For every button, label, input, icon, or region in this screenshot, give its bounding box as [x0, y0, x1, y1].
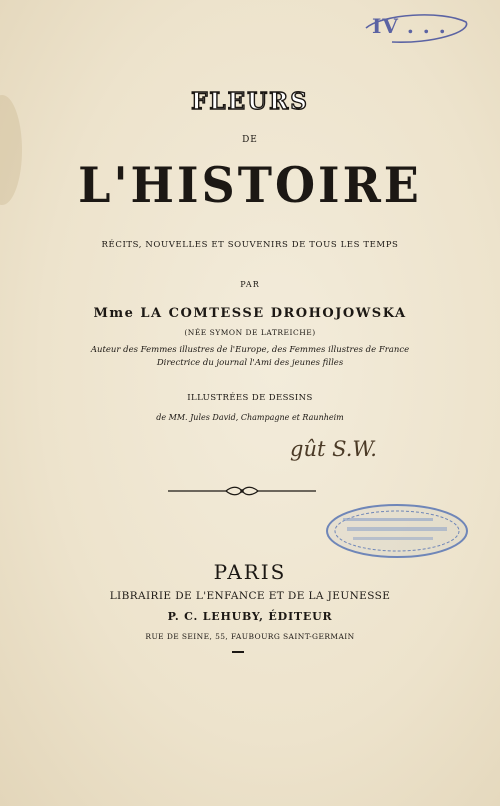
ornament-rule-icon	[168, 486, 316, 496]
library-stamp-icon	[323, 500, 471, 562]
shelfmark-text: IV . . .	[372, 14, 447, 38]
closing-rule	[232, 651, 244, 653]
author-maiden-name: (NÉE SYMON DE LATREICHE)	[184, 328, 316, 337]
place-of-publication: PARIS	[213, 560, 287, 584]
shelfmark-annotation	[362, 8, 472, 48]
subtitle: RÉCITS, NOUVELLES ET SOUVENIRS DE TOUS LES TEMPS	[101, 240, 399, 250]
illustrators: de MM. Jules David, Champagne et Raunheim	[156, 413, 344, 422]
publisher-line-2: P. C. LEHUBY, ÉDITEUR	[167, 610, 333, 623]
author-credit-1: Auteur des Femmes illustres de l'Europe, des Femmes illustres de France	[90, 345, 410, 355]
author-name: Mme LA COMTESSE DROHOJOWSKA	[93, 306, 407, 321]
by-label: PAR	[240, 280, 260, 289]
publisher-line-1: LIBRAIRIE DE L'ENFANCE ET DE LA JEUNESSE	[109, 590, 391, 602]
title-de: DE	[242, 135, 258, 145]
title-line-fleurs: FLEURS	[191, 88, 309, 115]
author-credit-2: Directrice du journal l'Ami des jeunes filles	[156, 358, 344, 368]
illustrations-label: ILLUSTRÉES DE DESSINS	[187, 393, 313, 403]
handwritten-note: gût S.W.	[290, 437, 377, 461]
main-title: L'HISTOIRE	[78, 156, 422, 214]
publisher-address: RUE DE SEINE, 55, FAUBOURG SAINT-GERMAIN	[145, 632, 355, 641]
